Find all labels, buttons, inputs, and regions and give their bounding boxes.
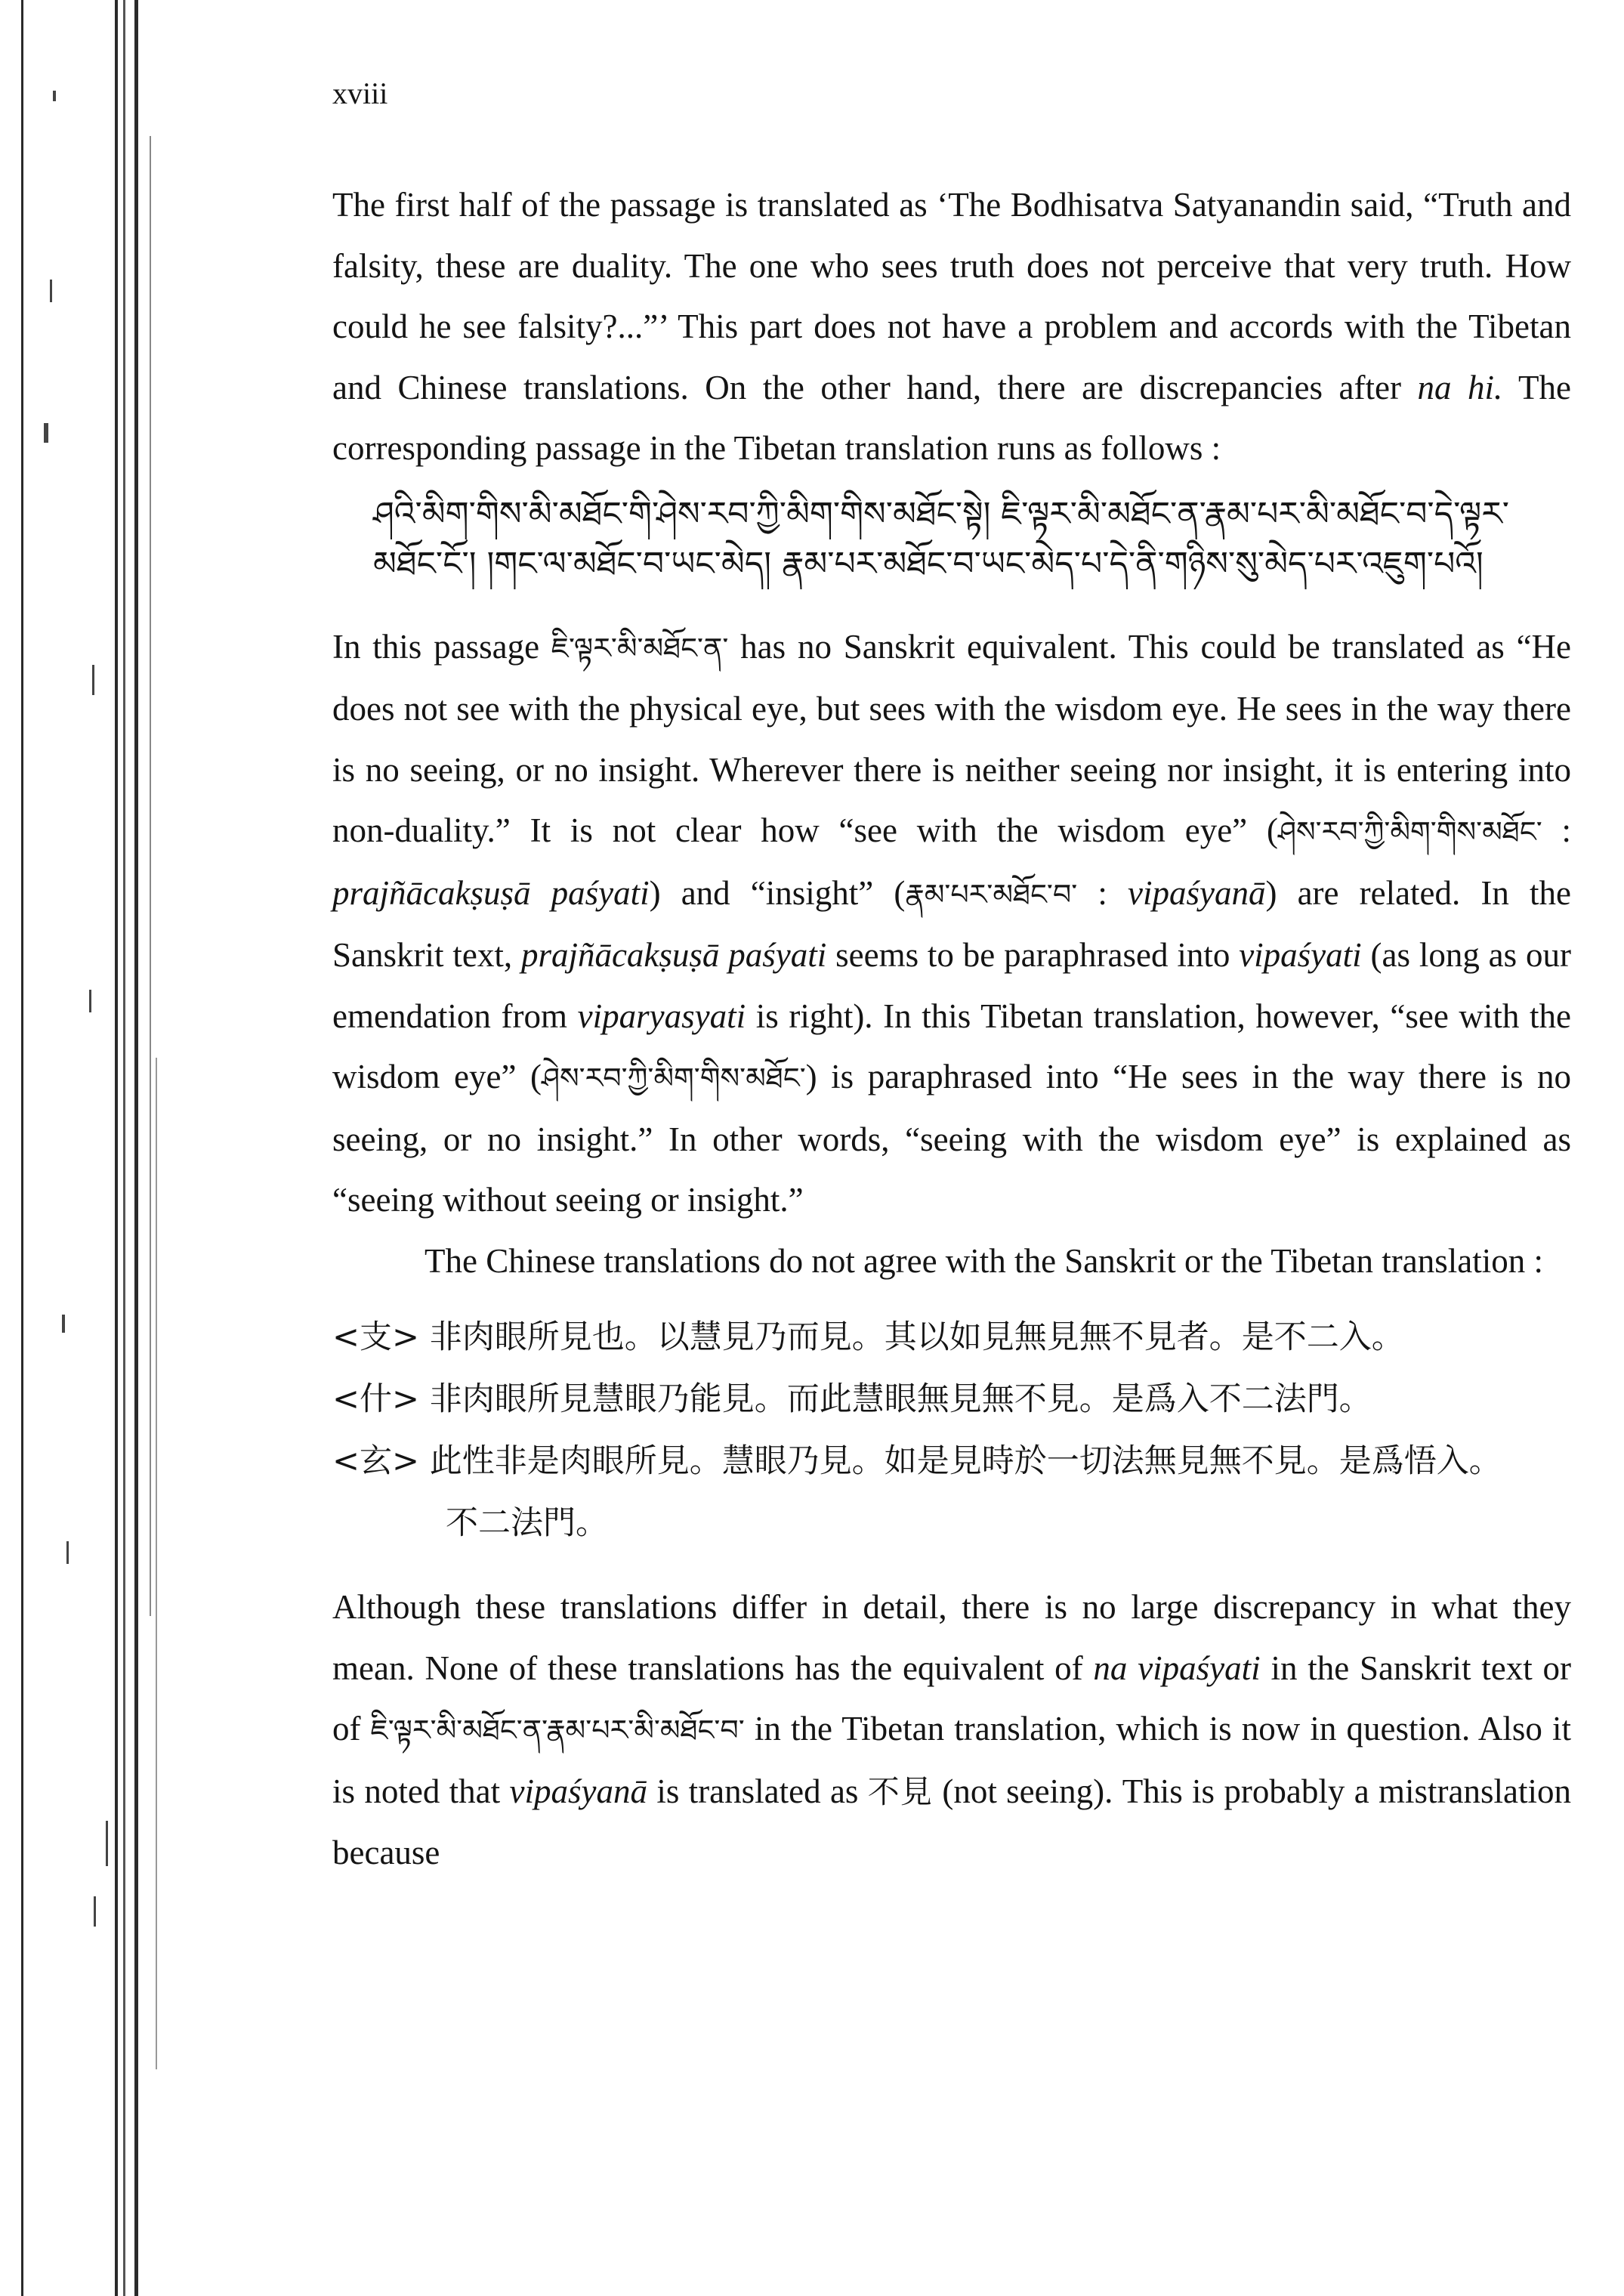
paragraph-text: in the Tibetan translation, which is now in question. Also it is noted that: [332, 1710, 1571, 1810]
sanskrit-term: vipaśyanā: [509, 1772, 647, 1810]
paragraph-text: has no Sanskrit equivalent. This could be translated as “He does not see with the physical eye, but sees with the wisdom eye. He sees in the way there is no seeing, or no insight. Wherever there is neither seeing nor insight, it is entering into non-duality.” It is not clear how “see with the wisdom eye” (: [332, 627, 1572, 849]
chinese-line: <玄> 此性非是肉眼所見。慧眼乃見。如是見時於一切法無見無不見。是爲悟入。: [332, 1442, 1502, 1480]
paragraph-text: :: [1542, 811, 1571, 849]
chinese-line: <什> 非肉眼所見慧眼乃能見。而此慧眼無見無不見。是爲入不二法門。: [332, 1380, 1372, 1418]
tibetan-inline: རྣམ་པར་མཐོང་བ་: [905, 877, 1078, 911]
page-content: [332, 76, 1571, 1883]
binding-line: [123, 0, 125, 2296]
paragraph-text: ) and “insight” (: [649, 873, 906, 912]
scan-speck: [53, 91, 56, 101]
paragraph-text: (as long as our emendation from: [332, 936, 1571, 1035]
scan-speck: [94, 1896, 96, 1927]
sanskrit-term: na hi.: [1417, 368, 1503, 406]
scan-speck: [62, 1315, 65, 1333]
paragraph-text: The corresponding passage in the Tibetan translation runs as follows :: [332, 368, 1571, 467]
chinese-translations: [332, 1306, 1571, 1554]
page-number: xviii: [332, 76, 388, 110]
tibetan-inline: ཤེས་རབ་ཀྱི་མིག་གིས་མཐོང་: [1277, 815, 1542, 848]
paragraph-text: is translated as: [647, 1772, 868, 1810]
tibetan-inline: ཇི་ལྟར་མི་མཐོང་ན་: [551, 631, 729, 665]
tibetan-passage: [332, 490, 1571, 589]
paragraph-text: ) is paraphrased into “He sees in the way there is no seeing, or no insight.” In other words, “seeing with the wisdom eye” is explained as “seeing without seeing or insight.”: [332, 1058, 1571, 1219]
tibetan-line: མཐོང་ངོ་། །གང་ལ་མཐོང་བ་ཡང་མེད། རྣམ་པར་མཐོང་བ་ཡང་མེད་པ་དེ་ནི་གཉིས་སུ་མེད་པར་འཇུག་པའོ།: [373, 544, 1484, 583]
tibetan-inline: ཇི་ལྟར་མི་མཐོང་ན་རྣམ་པར་མི་མཐོང་བ་: [370, 1714, 745, 1747]
scan-speck: [44, 423, 48, 443]
paragraph-text: In this passage: [332, 627, 551, 666]
binding-line: [115, 0, 118, 2296]
paragraph-text: :: [1077, 873, 1128, 912]
binding-line: [21, 0, 23, 2296]
scan-speck: [66, 1541, 69, 1564]
scan-speck: [50, 280, 52, 302]
chinese-inline: 不見: [867, 1772, 933, 1810]
paragraph-text: ) are related. In the Sanskrit text,: [332, 873, 1571, 974]
sanskrit-term: na vipaśyati: [1093, 1649, 1261, 1687]
paragraph-4: [332, 1577, 1571, 1883]
scan-speck: [106, 1821, 108, 1866]
sanskrit-term: viparyasyati: [577, 997, 746, 1035]
sanskrit-term: prajñācakṣuṣā paśyati: [520, 936, 827, 974]
paragraph-text: Although these translations differ in detail, there is no large discrepancy in what they mean. None of these translations has the equivalent of: [332, 1588, 1571, 1687]
paragraph-text: is right). In this Tibetan translation, however, “see with the wisdom eye” (: [332, 997, 1572, 1095]
paragraph-text: seems to be paraphrased into: [826, 936, 1240, 974]
binding-line: [156, 1058, 157, 2069]
paragraph-1: [332, 175, 1571, 479]
paragraph-text: (not seeing). This is probably a mistranslation because: [332, 1772, 1571, 1871]
paragraph-3: The Chinese translations do not agree with the Sanskrit or the Tibetan translation :: [425, 1241, 1544, 1280]
paragraph-text: in the Sanskrit text or of: [332, 1649, 1571, 1747]
paragraph-2: [332, 616, 1571, 1231]
scan-speck: [92, 665, 94, 695]
paragraph-text: The first half of the passage is translated as ‘The Bodhisatva Satyanandin said, “Truth and falsity, these are duality. The one who sees truth does not perceive that very truth. How could he see falsity?...”’ This part does not have a problem and accords with the Tibetan and Chinese translations. On the other hand, there are discrepancies after: [332, 186, 1571, 406]
sanskrit-term: prajñācakṣuṣā paśyati: [332, 873, 650, 912]
tibetan-inline: ཤེས་རབ་ཀྱི་མིག་གིས་མཐོང་: [541, 1061, 806, 1095]
tibetan-line: ཤའི་མིག་གིས་མི་མཐོང་གི་ཤེས་རབ་ཀྱི་མིག་གིས་མཐོང་སྟེ། ཇི་ལྟར་མི་མཐོང་ན་རྣམ་པར་མི་མཐོང་བ་དེ་ལྟར་: [373, 494, 1509, 533]
sanskrit-term: vipaśyanā: [1128, 873, 1266, 912]
binding-line: [134, 0, 138, 2296]
binding-line: [150, 136, 151, 1616]
scan-speck: [89, 990, 91, 1012]
chinese-line: <支> 非肉眼所見也。以慧見乃而見。其以如見無見無不見者。是不二入。: [332, 1318, 1404, 1356]
chinese-line-continuation: 不二法門。: [446, 1504, 608, 1542]
sanskrit-term: vipaśyati: [1239, 936, 1362, 974]
